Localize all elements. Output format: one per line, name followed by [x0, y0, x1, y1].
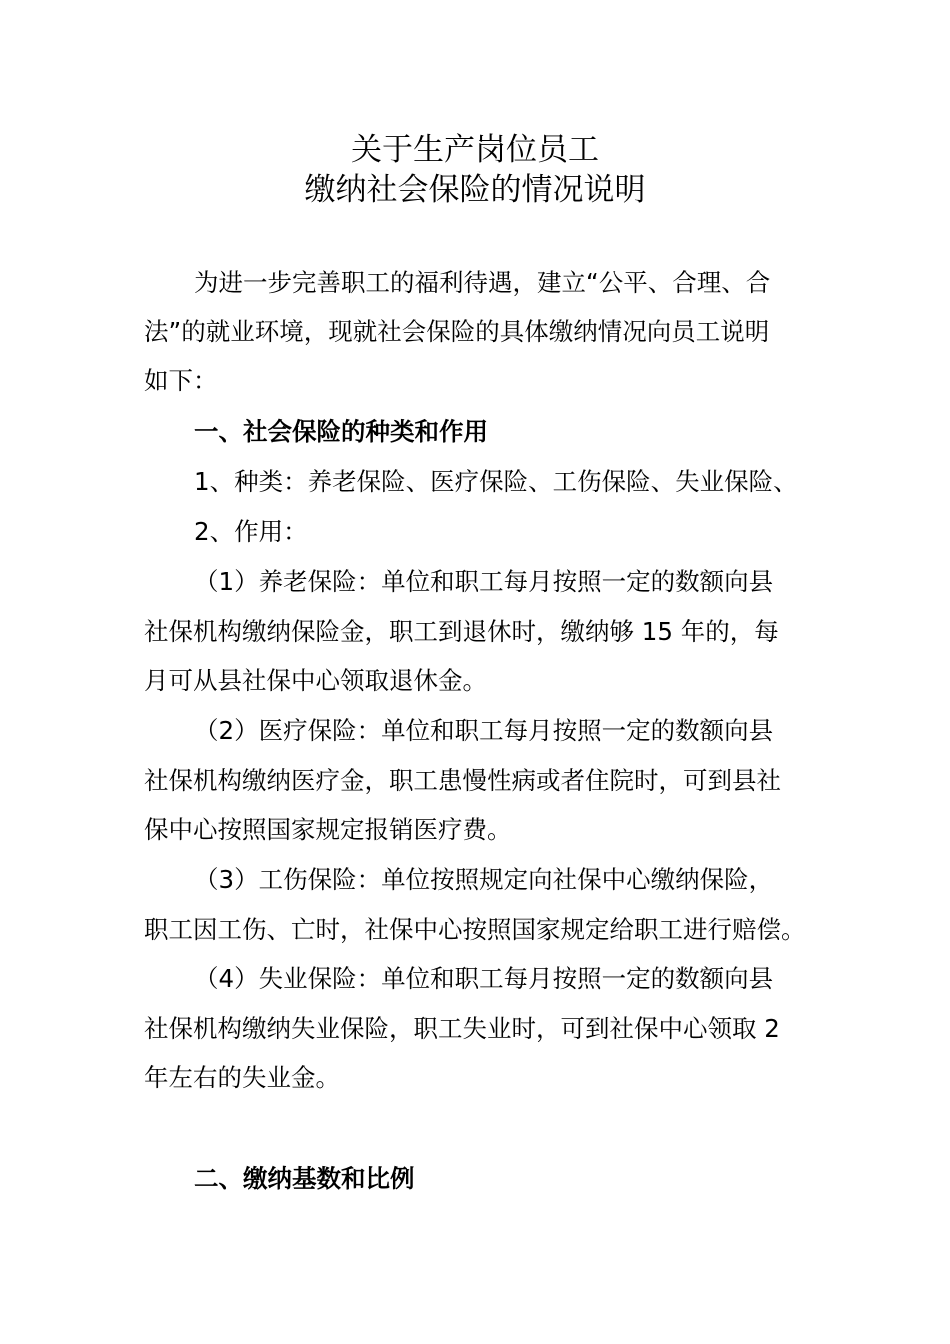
item-2-line-2: 社保机构缴纳医疗金，职工患慢性病或者住院时，可到县社	[144, 766, 781, 795]
section-1-heading: 一、社会保险的种类和作用	[194, 417, 488, 446]
item-1-line-3: 月可从县社保中心领取退休金。	[144, 666, 487, 695]
functions-line: 2、作用：	[194, 517, 308, 546]
title-line-2: 缴纳社会保险的情况说明	[304, 172, 646, 208]
title-line-1: 关于生产岗位员工	[351, 132, 599, 168]
intro-line-3: 如下：	[144, 366, 218, 395]
intro-line-1: 为进一步完善职工的福利待遇，建立“公平、合理、合	[194, 268, 771, 297]
section-2-heading: 二、缴纳基数和比例	[194, 1164, 415, 1193]
intro-line-2: 法”的就业环境，现就社会保险的具体缴纳情况向员工说明	[144, 317, 770, 346]
item-3-line-1: （3）工伤保险：单位按照规定向社保中心缴纳保险，	[194, 865, 774, 894]
item-4-line-3: 年左右的失业金。	[144, 1063, 340, 1092]
item-1-line-1: （1）养老保险：单位和职工每月按照一定的数额向县	[194, 567, 774, 596]
types-line: 1、种类：养老保险、医疗保险、工伤保险、失业保险、	[194, 467, 798, 496]
item-2-line-3: 保中心按照国家规定报销医疗费。	[144, 815, 512, 844]
item-2-line-1: （2）医疗保险：单位和职工每月按照一定的数额向县	[194, 716, 774, 745]
item-4-line-1: （4）失业保险：单位和职工每月按照一定的数额向县	[194, 964, 774, 993]
item-1-line-2: 社保机构缴纳保险金，职工到退休时，缴纳够 15 年的，每	[144, 617, 779, 646]
item-3-line-2: 职工因工伤、亡时，社保中心按照国家规定给职工进行赔偿。	[144, 915, 806, 944]
item-4-line-2: 社保机构缴纳失业保险，职工失业时，可到社保中心领取 2	[144, 1014, 780, 1043]
